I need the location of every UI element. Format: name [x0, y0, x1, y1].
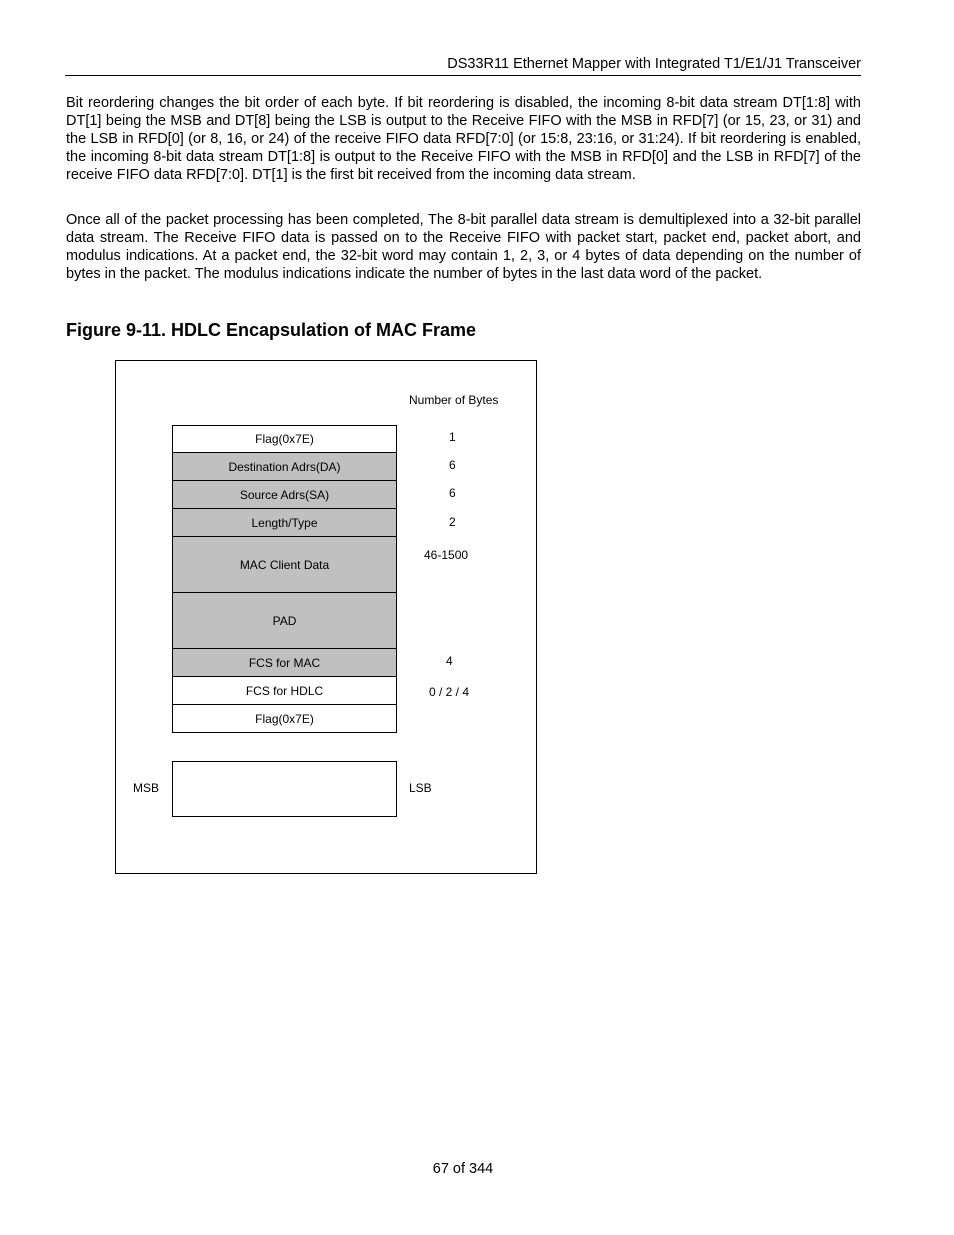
- bytes-fcs-mac: 4: [446, 654, 453, 668]
- field-length-type: Length/Type: [172, 509, 397, 537]
- paragraph-bit-reordering: Bit reordering changes the bit order of each byte. If bit reordering is disabled, the incoming 8-bit data stream DT[1:8] with DT[1] being the MSB and DT[8] being the LSB is output to the Receive FIFO with the MSB in RFD[7] (or 15, 23, or 31) and the LSB in RFD[0] (or 8, 16, or 24) of the receive FIFO data RFD[7:0] (or 15:8, 23:16, or 31:24). If bit reordering is enabled, the incoming 8-bit data stream DT[1:8] is output to the Receive FIFO with the MSB in RFD[0] and the LSB in RFD[7] of the receive FIFO data RFD[7:0]. DT[1] is the first bit received from the incoming data stream.: [66, 95, 861, 183]
- field-source-address: Source Adrs(SA): [172, 481, 397, 509]
- paragraph-demultiplexing: Once all of the packet processing has been completed, The 8-bit parallel data stream is demultiplexed into a 32-bit parallel data stream. The Receive FIFO data is passed on to the Receive FIFO with packet start, packet end, packet abort, and modulus indications. At a packet end, the 32-bit word may contain 1, 2, 3, or 4 bytes of data depending on the number of bytes in the packet. The modulus indications indicate the number of bytes in the last data word of the packet.: [66, 212, 861, 282]
- lsb-label: LSB: [409, 781, 432, 795]
- bytes-mac-client-data: 46-1500: [424, 548, 469, 562]
- hdlc-frame-diagram: [115, 360, 537, 874]
- field-flag-end: Flag(0x7E): [172, 705, 397, 733]
- field-fcs-hdlc: FCS for HDLC: [172, 677, 397, 705]
- field-destination-address: Destination Adrs(DA): [172, 453, 397, 481]
- figure-title: Figure 9-11. HDLC Encapsulation of MAC Frame: [66, 320, 477, 340]
- bytes-source-address: 6: [449, 486, 456, 500]
- msb-label: MSB: [133, 781, 160, 795]
- field-mac-client-data: MAC Client Data: [172, 537, 397, 593]
- bytes-fcs-hdlc: 0 / 2 / 4: [429, 685, 470, 699]
- bytes-column-header: Number of Bytes: [409, 393, 499, 407]
- bytes-flag: 1: [449, 430, 456, 444]
- bytes-length-type: 2: [449, 515, 456, 529]
- data-word-box: [172, 761, 397, 817]
- field-fcs-mac: FCS for MAC: [172, 649, 397, 677]
- field-pad: PAD: [172, 593, 397, 649]
- field-flag-start: Flag(0x7E): [172, 425, 397, 453]
- document-header: DS33R11 Ethernet Mapper with Integrated T1/E1/J1 Transceiver: [65, 55, 861, 76]
- frame-field-stack: [172, 425, 397, 733]
- bytes-destination-address: 6: [449, 458, 456, 472]
- page-number: 67 of 344: [432, 1161, 494, 1177]
